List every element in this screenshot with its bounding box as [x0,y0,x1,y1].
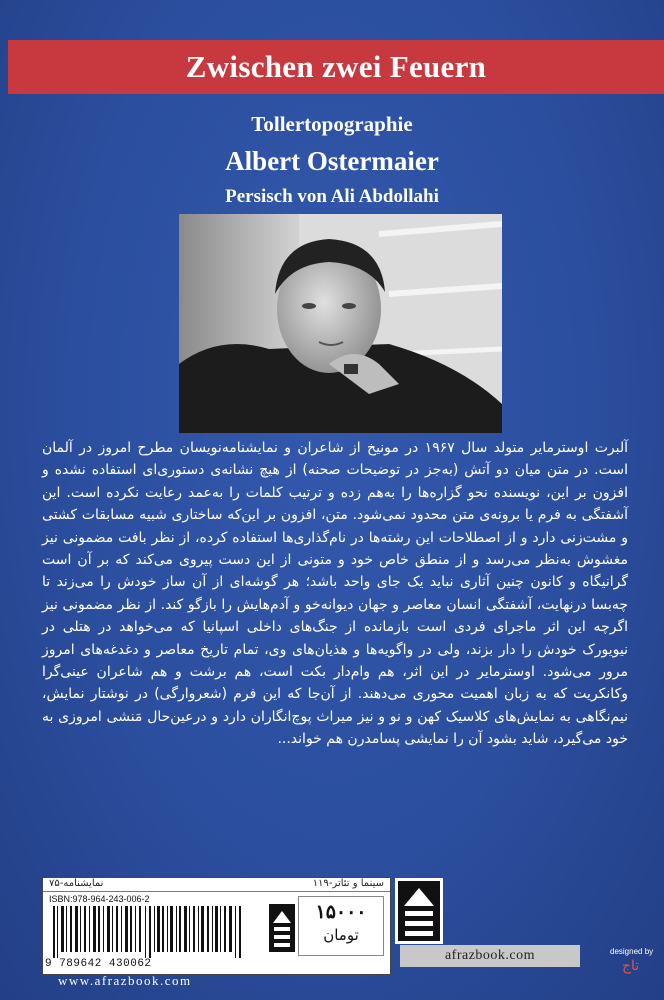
author-name: Albert Ostermaier [225,146,439,176]
book-subtitle: Tollertopographie [251,112,413,136]
site-strip-text: afrazbook.com [444,948,536,963]
price-amount: ۱۵۰۰۰ [315,902,367,923]
barcode-digits: 9 789642 430062 [45,958,152,970]
publisher-logo-small [268,903,296,953]
author-bio: آلبرت اوسترمایر متولد سال ۱۹۶۷ در مونیخ از شاعران و نمایشنامه‌نویسان مطرح امروز در آلمان است. در متن میان دو آتش (به‌جز در توضیحات صحنه) از هیچ نشانه‌ی دستوری‌ای استفاده نشده و افزون بر این، نویسنده نحو گزاره‌ها را به‌هم زده و ترتیب کلمات را به‌عمد رعایت نکرده است. این آشفتگی به فرم یا برونه‌ی متن محدود نمی‌شود. متن، افزون بر این‌که ساختاری شبیه مسابقات کشتی و مشت‌زنی دارد و از اصطلاحات این رشته‌ها در نام‌گذاری‌ها استفاده کرده، از نظر بافت مضمونی نیز مغشوش به‌نظر می‌رسد و از منطق خاص خود و متونی از این دست پیروی می‌کند که بر آن است گرانیگاه و کانون چنین آثاری نباید یک جای واحد باشد؛ هر گوشه‌ای از آن ساز خودش را می‌زند تا چه‌بسا درنهایت، آشفتگی انسان معاصر و جهان دیوانه‌خو و آدم‌هایش را بازگو کند. از نظر مضمونی نیز اگرچه این اثر ماجرای فردی است بازمانده از جنگ‌های داخلی اسپانیا که می‌خواهد در هتلی در نیویورک خودش را دار بزند، ولی در واگویه‌ها و هذیان‌های وی، تمام تاریخ معاصر و دغدغه‌های امروز مرور می‌شود. اوسترمایر در این اثر، هم وام‌دار بکت است، هم برشت و هم شاعران عینی‌گرا وکانکریت که به زبان اهمیت محوری می‌دهند. از آن‌جا که این فرم (شعروارگی) در نوشتار نمایش، نیم‌نگاهی به نمایش‌های کلاسیک کهن و نو و نیز میراث پوچ‌انگاران دارد و درعین‌حال مَنشی امروزی به خود می‌گیرد، شاید بشود آن را نمایشی پسامدرن هم خواند... [42,440,628,748]
price-tag [298,896,384,956]
series-cinema: سینما و تئاتر-۱۱۹ [312,878,384,889]
book-title: Zwischen zwei Feuern [185,49,487,84]
designer-label: designed by [610,947,654,956]
barcode-bars [49,906,254,958]
designer-mark: تاج [622,958,640,974]
author-photo [179,214,502,433]
series-line [43,878,390,892]
price-currency: تومان [323,926,359,944]
title-band [8,40,664,94]
barcode-panel [42,877,391,975]
isbn-text: ISBN:978-964-243-006-2 [49,894,150,904]
translator-credit: Persisch von Ali Abdollahi [225,186,439,207]
site-strip [400,945,580,967]
publisher-website: www.afrazbook.com [58,973,192,988]
publisher-logo-icon [395,878,443,944]
series-plays: نمایشنامه-۷۵ [49,878,104,889]
